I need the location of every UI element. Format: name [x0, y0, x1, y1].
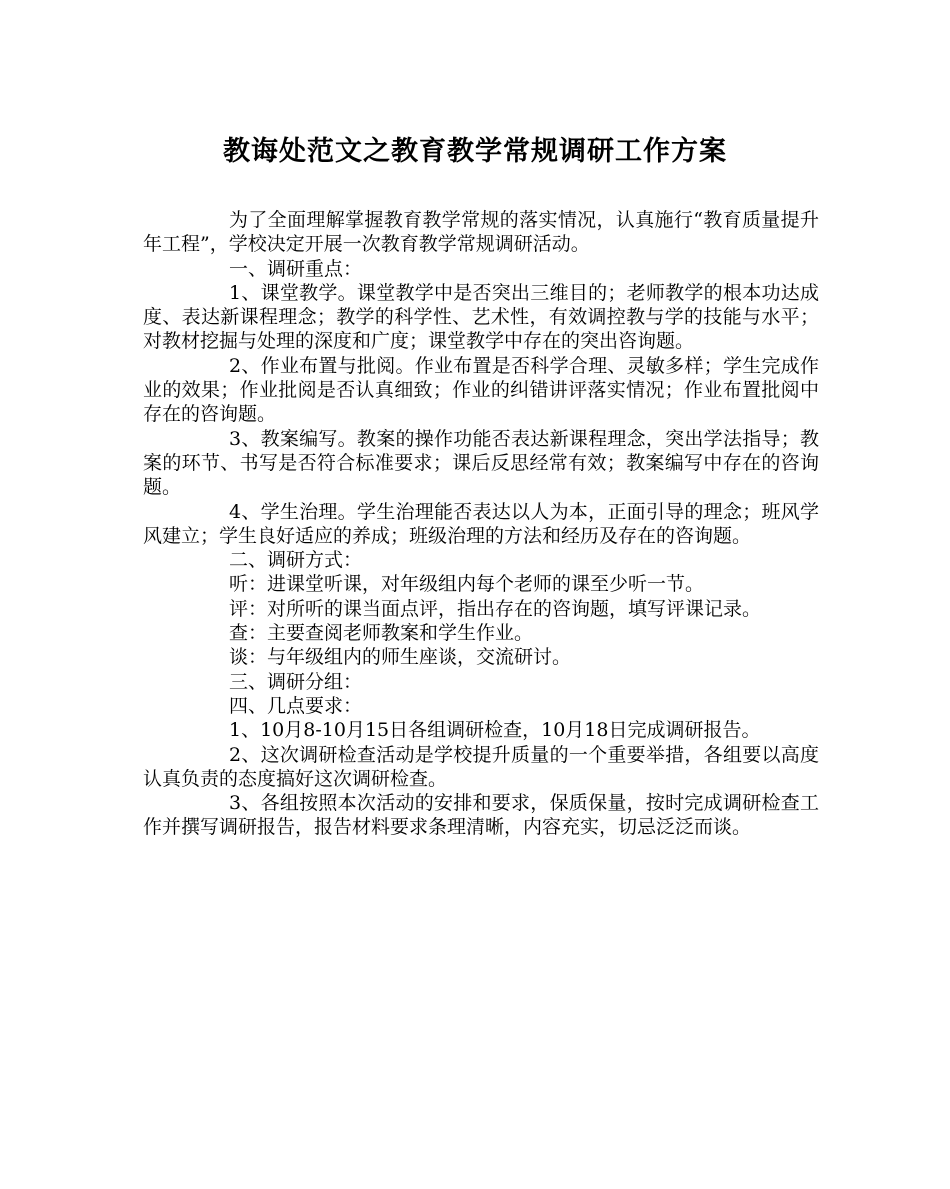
focus-item-homework: 2、作业布置与批阅。作业布置是否科学合理、灵敏多样；学生完成作业的效果；作业批阅是否认真细致；作业的纠错讲评落实情况；作业布置批阅中存在的咨询题。: [143, 354, 819, 426]
method-item-listen: 听：进课堂听课，对年级组内每个老师的课至少听一节。: [229, 573, 705, 596]
method-item-evaluate: 评：对所听的课当面点评，指出存在的咨询题，填写评课记录。: [229, 597, 762, 620]
section-heading-focus: 一、调研重点：: [229, 257, 363, 280]
document-body: [143, 208, 819, 840]
focus-item-classroom: 1、课堂教学。课堂教学中是否突出三维目的；老师教学的根本功达成度、表达新课程理念；教学的科学性、艺术性，有效调控教与学的技能与水平；对教材挖掘与处理的深度和广度；课堂教学中存在的突出咨询题。: [143, 281, 819, 353]
section-heading-groups: 三、调研分组：: [229, 670, 363, 693]
focus-item-lesson-plan: 3、教案编写。教案的操作功能否表达新课程理念，突出学法指导；教案的环节、书写是否符合标准要求；课后反思经常有效；教案编写中存在的咨询题。: [143, 427, 819, 499]
document-title: 教诲处范文之教育教学常规调研工作方案: [223, 136, 727, 167]
requirement-item-attitude: 2、这次调研检查活动是学校提升质量的一个重要举措，各组要以高度认真负责的态度搞好这次调研检查。: [143, 743, 819, 790]
method-item-talk: 谈：与年级组内的师生座谈，交流研讨。: [229, 646, 572, 669]
section-heading-requirements: 四、几点要求：: [229, 694, 363, 717]
intro-paragraph: 为了全面理解掌握教育教学常规的落实情况，认真施行“教育质量提升年工程”，学校决定开展一次教育教学常规调研活动。: [143, 209, 819, 256]
method-item-check: 查：主要查阅老师教案和学生作业。: [229, 622, 534, 645]
focus-item-student-management: 4、学生治理。学生治理能否表达以人为本，正面引导的理念；班风学风建立；学生良好适应的养成；班级治理的方法和经历及存在的咨询题。: [143, 500, 819, 547]
requirement-item-report: 3、各组按照本次活动的安排和要求，保质保量，按时完成调研检查工作并撰写调研报告，报告材料要求条理清晰，内容充实，切忌泛泛而谈。: [143, 792, 819, 839]
requirement-item-schedule: 1、10月8-10月15日各组调研检查，10月18日完成调研报告。: [229, 719, 761, 742]
section-heading-method: 二、调研方式：: [229, 549, 363, 572]
